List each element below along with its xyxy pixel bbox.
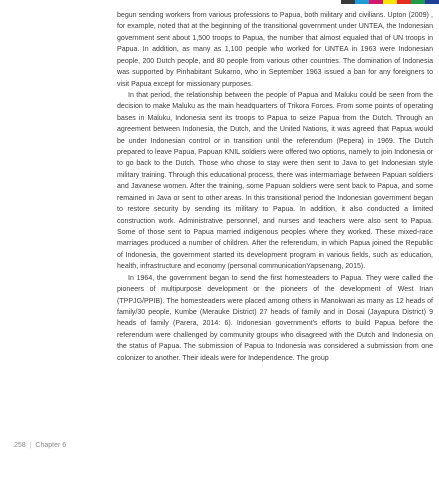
chapter-label: Chapter 6 — [35, 442, 67, 449]
paragraph: In 1964, the government began to send the first homesteaders to Papua. They were called the pioneers of multipurpose development or the pioneers of the development of West Irian (TPPJG/PPIB). The homesteaders were placed among others in Manokwari as many as 12 heads of family/30 people, Kumbe (Merauke District) 27 heads of family and in Dosai (Jayapura District) 9 heads of family (Parera, 2014: 6). Indonesian government's efforts to build Papua before the referendum were challenged by community groups who disagreed with the Dutch and Indonesia on the status of Papua. The submission of Papua to Indonesia was considered a submission from one colonizer to another. Their ideals were for Independence. The group — [117, 274, 433, 362]
paragraph: begun sending workers from various professions to Papua, both military and civilians. Upton (2009) , for example, noted that at the beginning of the transitional government under UNTEA, the Indonesian government sent about 1,500 troops to Papua, the number that almost equaled that of UN troops in Papua. In addition, as many as 1,100 people who worked for UNTEA in 1963 were Indonesian people, 200 Dutch people, and 80 people from various other countries. The domination of Indonesia was supported by Pinhabitant Sukarno, who in September 1963 issued a ban for any foreigners to visit Papua except for missionary purposes. — [117, 12, 433, 88]
color-swatch-magenta — [369, 0, 383, 4]
page-footer — [14, 441, 66, 450]
paragraph: In that period, the relationship between the people of Papua and Maluku could be seen from the decision to make Maluku as the main headquarters of Trikora Forces. From some points of operating bases in Maluku, Indonesia sent its troops to Papua to seize Papua from the Dutch. Through an agreement between Indonesia, the Dutch, and the United Nations, it was agreed that Papua would be under Indonesian control or in transition until the referendum (Pepera) in 1969. The Dutch prepared to leave Papua, Papuan KNIL soldiers were offered two options, namely to join Indonesia or to go back to the Dutch. Those who chose to stay were then sent to Java to get Indonesian style military training. Through this educational process, there was intermarriage between Papuan soldiers and Javanese women. After the training, some Papuan soldiers were sent back to Papua, and some remained in Java or sent to other areas. In this transitional period the Indonesian government began to restore security by sending its military to Papua. In addition, it also conducted a limited construction work. Administrative personnel, and nurses and teachers were also sent to Papua. Some of those sent to Papua married indigenous peoples where they worked. These mixed-race marriages produced a number of children. After the referendum, in which Papua joined the Republic of Indonesia, the government started its development program in various fields, such as education, health, infrastructure and economy (personal communicationYapsenang, 2015). — [117, 91, 433, 271]
color-swatch-green — [411, 0, 425, 4]
color-swatch-black — [341, 0, 355, 4]
body-text — [117, 10, 433, 364]
color-swatch-cyan — [355, 0, 369, 4]
color-swatch-yellow — [383, 0, 397, 4]
color-swatch-blue — [425, 0, 439, 4]
color-registration-bar — [341, 0, 439, 4]
footer-separator: | — [29, 442, 32, 449]
page-number: 258 — [14, 442, 26, 449]
color-swatch-red — [397, 0, 411, 4]
